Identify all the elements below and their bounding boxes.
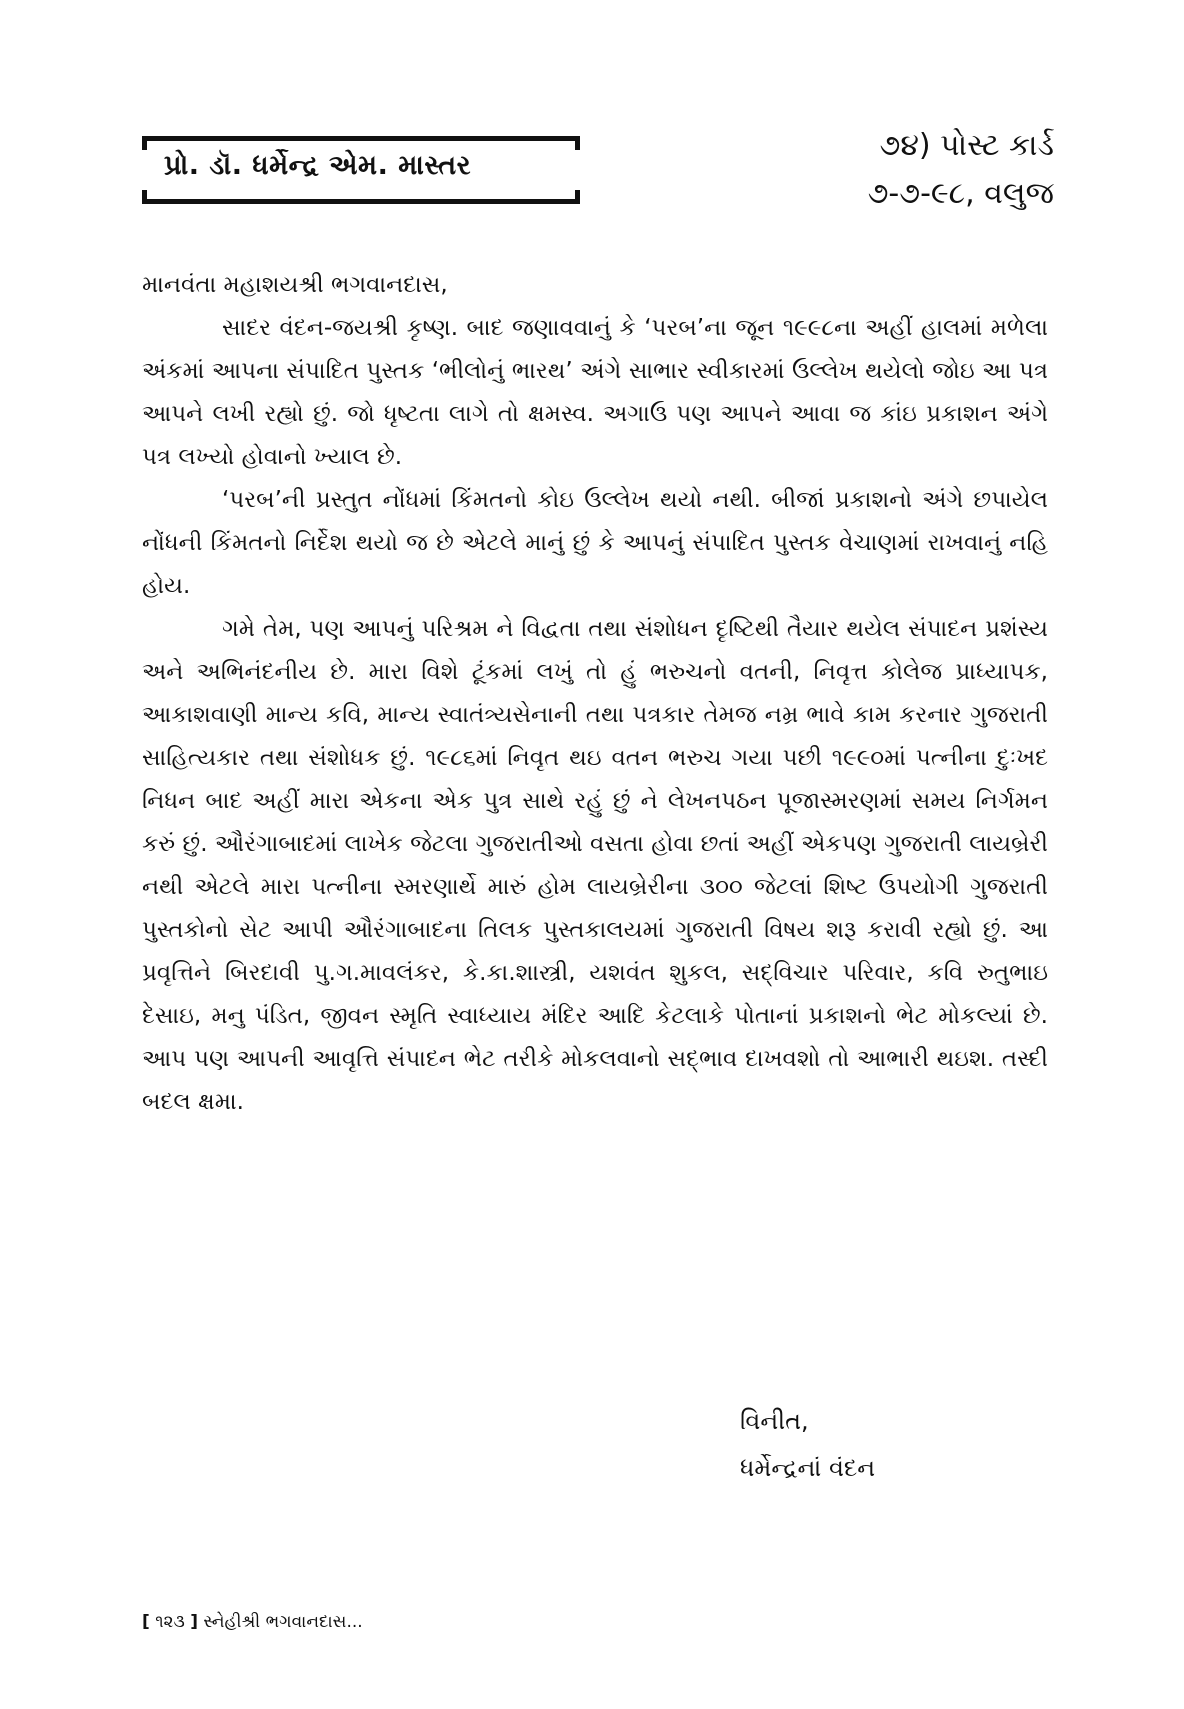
footer-bracket: [ [142,1612,150,1632]
paragraph: ગમે તેમ, પણ આપનું પરિશ્રમ ને વિદ્વતા તથા સંશોધન દૃષ્ટિથી તૈયાર થયેલ સંપાદન પ્રશંસ્ય અને અભિનંદનીય છે. મારા વિશે ટૂંકમાં લખું તો હું ભરુચનો વતની, નિવૃત્ત કોલેજ પ્રાધ્યાપક, આકાશવાણી માન્ય કવિ, માન્ય સ્વાતંત્ર્યસેનાની તથા પત્રકાર તેમજ નમ્ર ભાવે કામ કરનાર ગુજરાતી સાહિત્યકાર તથા સંશોધક છું. ૧૯૮૬માં નિવૃત થઇ વતન ભરુચ ગયા પછી ૧૯૯૦માં પત્નીના દુઃખદ નિધન બાદ અહીં મારા એકના એક પુત્ર સાથે રહું છું ને લેખનપઠન પૂજાસ્મરણમાં સમય નિર્ગમન કરું છું. ઔરંગાબાદમાં લાખેક જેટલા ગુજરાતીઓ વસતા હોવા છતાં અહીં એકપણ ગુજરાતી લાયબ્રેરી નથી એટલે મારા પત્નીના સ્મરણાર્થે મારું હોમ લાયબ્રેરીના ૩૦૦ જેટલાં શિષ્ટ ઉપયોગી ગુજરાતી પુસ્તકોનો સેટ આપી ઔરંગાબાદના તિલક પુસ્તકાલયમાં ગુજરાતી વિષય શરૂ કરાવી રહ્યો છું. આ પ્રવૃત્તિને બિરદાવી પુ.ગ.માવલંકર, કે.કા.શાસ્ત્રી, યશવંત શુકલ, સદ્‌વિચાર પરિવાર, કવિ રુતુભાઇ દેસાઇ, મનુ પંડિત, જીવન સ્મૃતિ સ્વાધ્યાય મંદિર આદિ કેટલાકે પોતાનાં પ્રકાશનો ભેટ મોકલ્યાં છે. આપ પણ આપની આવૃત્તિ સંપાદન ભેટ તરીકે મોકલવાનો સદ્‌ભાવ દાખવશો તો આભારી થઇશ. તસ્દી બદલ ક્ષમા. [142,616,1048,1115]
footer-bracket: ] [190,1612,199,1632]
signature-name: ધર્મેન્દ્રનાં વંદન [740,1454,876,1482]
date-place: ૭-૭-૯૮, વલુજ [867,176,1054,211]
letter-body [142,264,1048,1124]
page-number: ૧૨૩ [155,1612,185,1632]
page-footer [142,1612,363,1632]
salutation: માનવંતા મહાશયશ્રી ભગવાનદાસ, [142,272,448,298]
card-label: ૭૪) પોસ્ટ કાર્ડ [879,128,1054,163]
paragraph: સાદર વંદન-જયશ્રી કૃષ્ણ. બાદ જણાવવાનું કે ‘પરબ’ના જૂન ૧૯૯૮ના અહીં હાલમાં મળેલા અંકમાં આપના સંપાદિત પુસ્તક ‘ભીલોનું ભારથ’ અંગે સાભાર સ્વીકારમાં ઉલ્લેખ થયેલો જોઇ આ પત્ર આપને લખી રહ્યો છું. જો ધૃષ્ટતા લાગે તો ક્ષમસ્વ. અગાઉ પણ આપને આવા જ કાંઇ પ્રકાશન અંગે પત્ર લખ્યો હોવાનો ખ્યાલ છે. [142,315,1048,470]
paragraph: ‘પરબ’ની પ્રસ્તુત નોંધમાં કિંમતનો કોઇ ઉલ્લેખ થયો નથી. બીજાં પ્રકાશનો અંગે છપાયેલ નોંધની કિંમતનો નિર્દેશ થયો જ છે એટલે માનું છું કે આપનું સંપાદિત પુસ્તક વેચાણમાં રાખવાનું નહિ હોય. [142,487,1048,599]
running-title: સ્નેહીશ્રી ભગવાનદાસ... [203,1612,363,1632]
author-name-box [142,136,580,204]
frame-corner [575,136,580,150]
signoff [740,1398,875,1492]
frame-bottom-rule [142,199,580,204]
author-name: પ્રો. ડૉ. ધર્મેન્દ્ર એમ. માસ્તર [164,150,472,181]
frame-corner [142,136,147,150]
letter-meta [868,122,1054,218]
frame-top-rule [142,136,580,141]
closing: વિનીત, [740,1407,809,1435]
